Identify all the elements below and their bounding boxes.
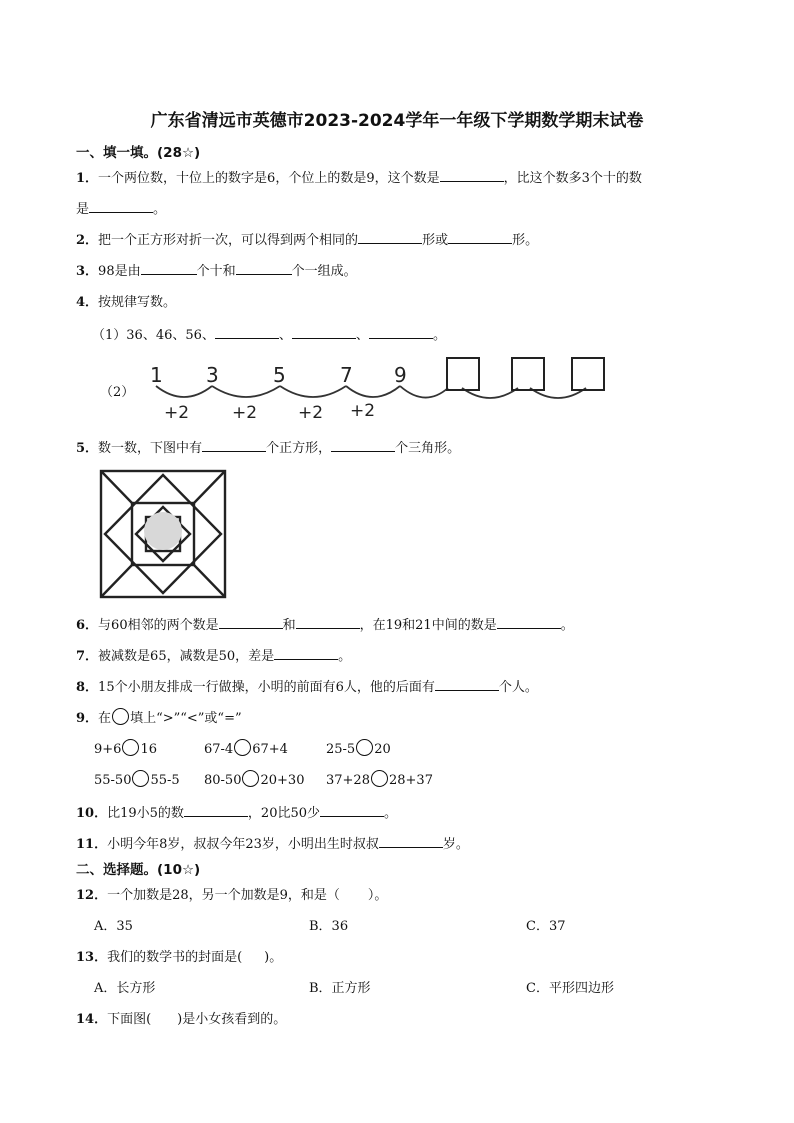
question-text: 98是由	[98, 264, 141, 279]
expression-right: 55-5	[150, 773, 180, 788]
expression-left: 80-50	[204, 773, 242, 788]
answer-blank[interactable]	[296, 616, 360, 629]
question-4-part-2-label: （2）	[100, 385, 135, 400]
answer-blank[interactable]	[440, 169, 504, 182]
question-text: 与60相邻的两个数是	[98, 618, 219, 633]
sequence-figure	[140, 352, 620, 424]
answer-blank[interactable]	[236, 262, 292, 275]
question-number: 12．	[76, 888, 108, 903]
comparison-item	[326, 739, 391, 757]
question-5	[76, 437, 460, 456]
question-13	[76, 946, 282, 965]
question-number: 11．	[76, 837, 108, 852]
question-2	[76, 229, 538, 248]
question-text: 岁。	[442, 837, 469, 852]
step-arc	[280, 386, 346, 397]
question-9	[76, 707, 242, 726]
question-text: 。	[338, 649, 352, 664]
question-text: 在	[98, 711, 112, 726]
question-text: ，比这个数多3个十的数	[503, 171, 642, 186]
answer-blank[interactable]	[184, 804, 248, 817]
question-text: 按规律写数。	[98, 295, 177, 310]
compare-circle[interactable]	[132, 770, 149, 787]
compare-circle[interactable]	[242, 770, 259, 787]
step-arc	[212, 386, 280, 397]
question-text: 把一个正方形对折一次，可以得到两个相同的	[98, 233, 359, 248]
compare-circle[interactable]	[371, 770, 388, 787]
section-1-heading: 一、填一填。(28☆)	[76, 145, 201, 161]
expression-right: 20	[374, 742, 391, 757]
sequence-number: 5	[273, 363, 286, 387]
question-text: 和	[282, 618, 296, 633]
separator: 、	[355, 328, 369, 343]
answer-blank[interactable]	[379, 835, 443, 848]
question-4	[76, 291, 176, 310]
question-7	[76, 645, 351, 664]
question-text: 。	[432, 328, 446, 343]
step-label: +2	[298, 403, 324, 423]
question-8	[76, 676, 538, 695]
step-label: +2	[164, 403, 190, 423]
option-c[interactable]: C．平形四边形	[526, 981, 614, 996]
nested-squares-figure	[99, 469, 227, 599]
compare-circle[interactable]	[122, 739, 139, 756]
question-text: 个三角形。	[395, 441, 461, 456]
question-text: 。	[384, 806, 398, 821]
answer-blank[interactable]	[292, 326, 356, 339]
step-label: +2	[232, 403, 258, 423]
question-3	[76, 260, 357, 279]
option-b[interactable]: B．36	[309, 919, 349, 934]
option-a[interactable]: A．长方形	[94, 981, 156, 996]
sequence-answer-box[interactable]	[511, 357, 545, 391]
step-arc	[156, 386, 212, 397]
question-text: 形或	[422, 233, 449, 248]
question-number: 3．	[76, 264, 99, 279]
question-number: 14．	[76, 1012, 108, 1027]
answer-blank[interactable]	[331, 439, 395, 452]
circle-icon	[112, 708, 129, 725]
question-text: 数一数，下图中有	[98, 441, 203, 456]
expression-right: 20+30	[260, 773, 305, 788]
answer-blank[interactable]	[320, 804, 384, 817]
question-text: 我们的数学书的封面是(	[107, 950, 243, 965]
question-text: ，在19和21中间的数是	[359, 618, 497, 633]
option-b[interactable]: B．正方形	[309, 981, 371, 996]
question-number: 13．	[76, 950, 108, 965]
answer-blank[interactable]	[448, 231, 512, 244]
question-number: 1．	[76, 171, 99, 186]
question-number: 4．	[76, 295, 99, 310]
section-2-heading: 二、选择题。(10☆)	[76, 862, 201, 878]
question-text: 个一组成。	[291, 264, 357, 279]
exam-title: 广东省清远市英德市2023-2024学年一年级下学期数学期末试卷	[150, 111, 644, 131]
answer-blank[interactable]	[89, 200, 153, 213]
question-text: 小明今年8岁，叔叔今年23岁，小明出生时叔叔	[107, 837, 379, 852]
question-number: 7．	[76, 649, 99, 664]
question-text: ，20比50少	[247, 806, 321, 821]
sequence-number: 7	[340, 363, 353, 387]
comparison-item	[204, 739, 288, 757]
question-text: )是小女孩看到的。	[177, 1012, 287, 1027]
question-1-cont	[76, 198, 166, 217]
question-12	[76, 884, 387, 903]
question-number: 2．	[76, 233, 99, 248]
compare-circle[interactable]	[234, 739, 251, 756]
expression-left: 55-50	[94, 773, 132, 788]
sequence-number: 1	[150, 363, 163, 387]
expression-right: 16	[140, 742, 157, 757]
question-11	[76, 833, 469, 852]
question-text: 一个两位数，十位上的数字是6，个位上的数是9，这个数是	[98, 171, 440, 186]
question-number: 5．	[76, 441, 99, 456]
comparison-item	[204, 770, 304, 788]
question-text: )。	[264, 950, 283, 965]
comparison-item	[94, 770, 180, 788]
question-10	[76, 802, 397, 821]
sequence-number: 3	[206, 363, 219, 387]
answer-blank[interactable]	[274, 647, 338, 660]
question-number: 9．	[76, 711, 99, 726]
option-a[interactable]: A．35	[94, 919, 133, 934]
sequence-answer-box[interactable]	[571, 357, 605, 391]
question-4-part-1	[92, 324, 446, 343]
expression-left: 9+6	[94, 742, 122, 757]
question-text: 。	[153, 202, 167, 217]
answer-blank[interactable]	[358, 231, 422, 244]
question-text: （1）36、46、56、	[92, 328, 215, 343]
answer-blank[interactable]	[369, 326, 433, 339]
answer-blank[interactable]	[435, 678, 499, 691]
expression-left: 37+28	[326, 773, 370, 788]
compare-circle[interactable]	[356, 739, 373, 756]
question-text: 被减数是65，减数是50，差是	[98, 649, 275, 664]
question-14	[76, 1008, 286, 1027]
expression-right: 28+37	[388, 773, 433, 788]
step-label: +2	[350, 401, 376, 421]
question-text: 个正方形，	[266, 441, 332, 456]
question-text: 是	[76, 202, 90, 217]
question-6	[76, 614, 574, 633]
expression-left: 67-4	[204, 742, 234, 757]
question-text: 一个加数是28，另一个加数是9，和是（	[107, 888, 340, 903]
step-arc	[400, 386, 448, 398]
option-c[interactable]: C．37	[526, 919, 566, 934]
question-text: 形。	[512, 233, 539, 248]
answer-blank[interactable]	[215, 326, 279, 339]
question-text: 个人。	[498, 680, 538, 695]
question-number: 10．	[76, 806, 108, 821]
comparison-item	[326, 770, 433, 788]
question-text: 。	[560, 618, 574, 633]
answer-blank[interactable]	[219, 616, 283, 629]
expression-right: 67+4	[252, 742, 288, 757]
step-arc	[346, 386, 400, 397]
answer-blank[interactable]	[202, 439, 266, 452]
question-text: 填上“>”“<”或“=”	[130, 711, 242, 726]
question-number: 6．	[76, 618, 99, 633]
question-text: ）。	[367, 888, 388, 903]
question-1	[76, 167, 642, 186]
sequence-answer-box[interactable]	[446, 357, 480, 391]
comparison-item	[94, 739, 157, 757]
answer-blank[interactable]	[141, 262, 197, 275]
question-text: 下面图(	[107, 1012, 152, 1027]
question-text: 个十和	[196, 264, 236, 279]
question-text: 15个小朋友排成一行做操，小明的前面有6人，他的后面有	[98, 680, 435, 695]
question-number: 8．	[76, 680, 99, 695]
expression-left: 25-5	[326, 742, 356, 757]
sequence-number: 9	[394, 363, 407, 387]
question-text: 比19小5的数	[107, 806, 184, 821]
answer-blank[interactable]	[497, 616, 561, 629]
separator: 、	[278, 328, 292, 343]
